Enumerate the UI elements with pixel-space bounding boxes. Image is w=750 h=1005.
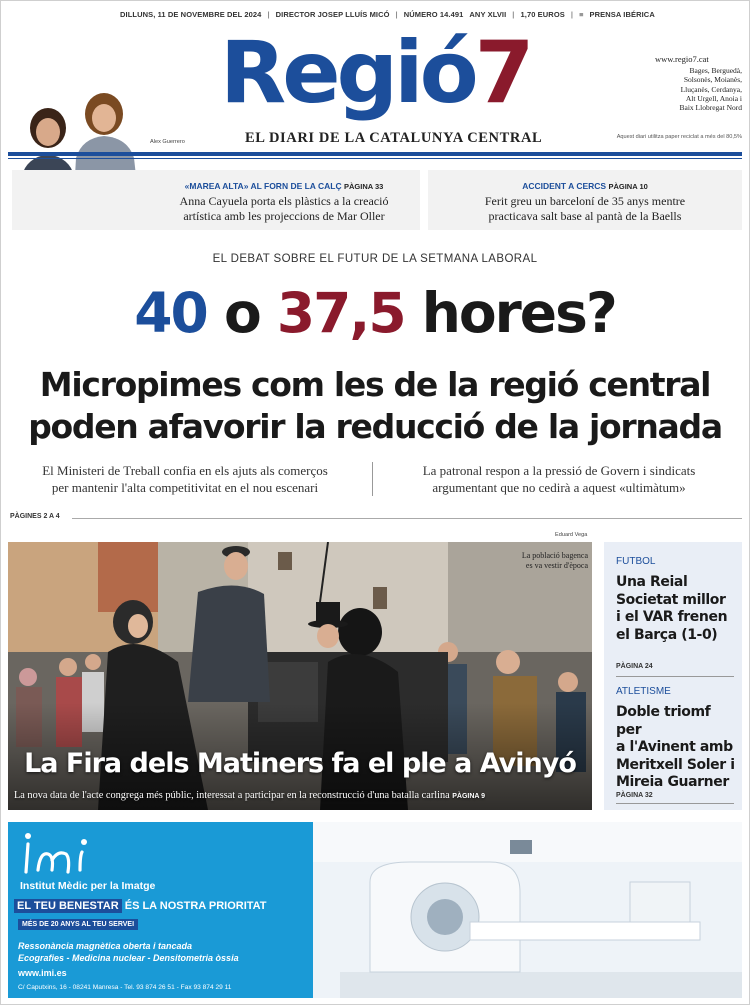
newspaper-logo[interactable]: Regió7 [220,23,531,123]
photo-story-subtitle: La nova data de l'acte congrega més públic, interessat a participar en la reconstrucció d'una batalla carlina PÀGINA 9 [14,790,486,801]
main-headline[interactable]: 40 o 37,5 hores? [134,281,616,345]
main-lead-left: El Ministeri de Treball confia en els ajuts als comerços per mantenir l'alta competitivitat en el nou escenari [42,463,328,495]
regions-list: Bages, Berguedà, Solsonès, Moianès, Lluçanès, Cerdanya, Alt Urgell, Anoia i Baix Llobregat Nord [679,66,742,113]
masthead-info-bar: DILLUNS, 11 DE NOVEMBRE DEL 2024 | DIRECTOR JOSEP LLUÍS MICÓ | NÚMERO 14.491 ANY XLVII | 1,70 EUROS | ≡ PRENSA IBÉRICA [120,9,655,19]
sidebar-divider [616,803,734,804]
masthead-rule [8,152,742,156]
ad-services: Ressonància magnètica oberta i tancada Ecografies - Medicina nuclear - Densitometria òssia [18,941,239,963]
sidebar-page-futbol: PÀGINA 24 [616,663,653,670]
sidebar-kicker-atletisme: ATLETISME [616,686,671,697]
teaser-accident-cercs-text: ACCIDENT A CERCS PÀGINA 10 Ferit greu un barceloní de 35 anys mentre practicava salt base al pantà de la Baells [484,181,686,223]
sidebar-story-futbol[interactable]: Una Reial Societat millor i el VAR frenen el Barça (1-0) [616,574,728,643]
main-story-pages: PÀGINES 2 A 4 [10,513,60,520]
photo-credit-main: Eduard Vega [555,532,588,538]
main-story-kicker: EL DEBAT SOBRE EL FUTUR DE LA SETMANA LABORAL [212,253,538,265]
recycled-paper-note: Aquest diari utilitza paper reciclat a més del 80,5% [616,134,742,140]
photo-credit-teaser: Alex Guerrero [150,139,185,145]
issue-date: DILLUNS, 11 DE NOVEMBRE DEL 2024 [120,9,262,19]
pages-rule [72,518,742,519]
ad-address: C/ Caputxins, 16 - 08241 Manresa - Tel. 93 874 26 51 - Fax 93 874 29 11 [18,984,232,991]
main-lead-right: La patronal respon a la pressió de Govern i sindicats argumentant que no cedirà a aquest «ultimàtum» [422,463,696,495]
issue-number: NÚMERO 14.491 [403,9,464,19]
ad-slogan: EL TEU BENESTAR ÉS LA NOSTRA PRIORITAT [14,900,267,912]
photo-caption: La població bagenca es va vestir d'època [521,551,588,570]
main-deck[interactable]: Micropimes com les de la regió central poden afavorir la reducció de la jornada [28,365,722,446]
ad-brand-name: Institut Mèdic per la Imatge [20,880,156,892]
sidebar-story-atletisme[interactable]: Doble triomf per a l'Avinent amb Meritxell Soler i Mireia Guarner [616,704,735,790]
director: DIRECTOR JOSEP LLUÍS MICÓ [275,9,390,19]
issue-year: ANY XLVII [469,9,507,19]
publisher-group: PRENSA IBÉRICA [589,9,655,19]
sidebar-page-atletisme: PÀGINA 32 [616,792,653,799]
publisher-icon: ≡ [579,9,584,19]
ad-website-link[interactable]: www.imi.es [18,968,67,978]
mri-scanner-image [300,822,742,998]
teaser-marea-alta-text: «MAREA ALTA» AL FORN DE LA CALÇ PÀGINA 33 Anna Cayuela porta els plàstics a la creació artística amb les projeccions de Mar Oller [179,181,389,223]
photo-story-title[interactable]: La Fira dels Matiners fa el ple a Avinyó [24,748,576,779]
masthead-rule-thin [8,158,742,159]
newspaper-tagline: EL DIARI DE LA CATALUNYA CENTRAL [245,130,543,146]
ad-since-badge: MÉS DE 20 ANYS AL TEU SERVEI [18,919,138,930]
lead-divider [372,462,373,496]
website-link[interactable]: www.regio7.cat [655,54,709,64]
imi-logo-icon [18,830,118,880]
sidebar-divider [616,676,734,677]
sidebar-kicker-futbol: FUTBOL [616,556,656,567]
issue-price: 1,70 EUROS [520,9,565,19]
